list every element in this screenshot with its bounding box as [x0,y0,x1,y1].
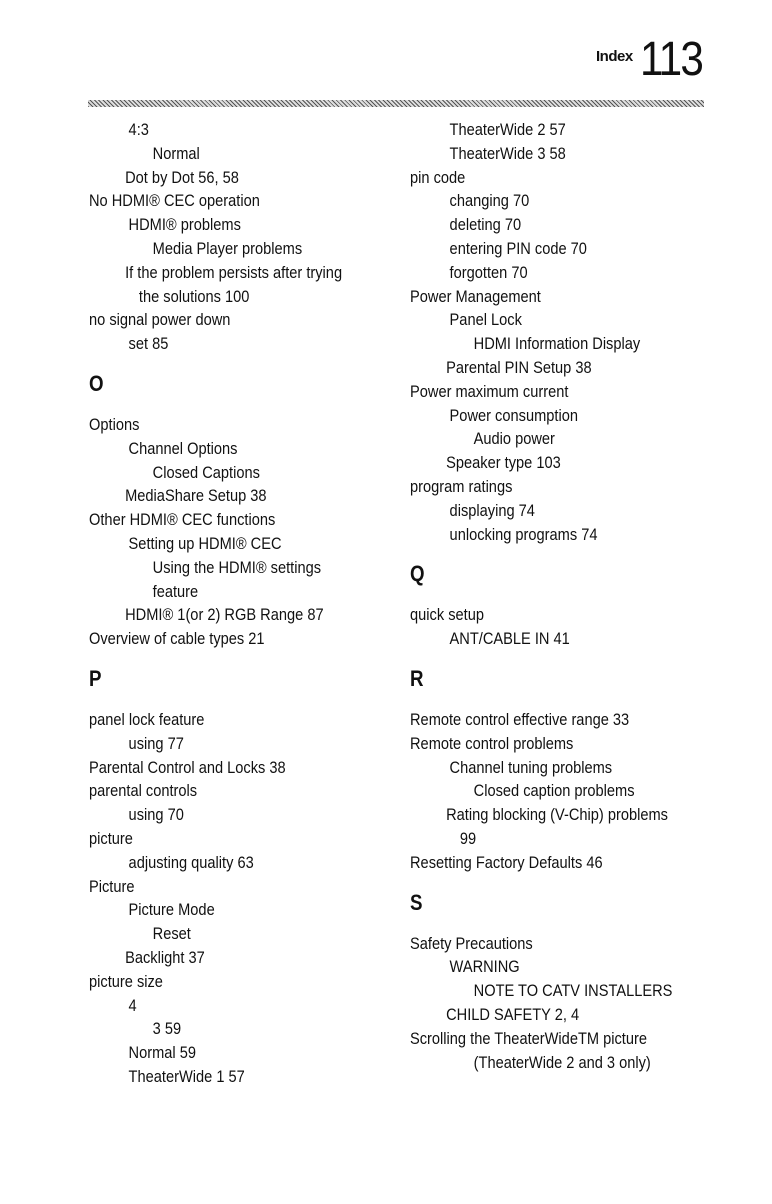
index-entry: feature [152,581,199,601]
index-entry: (TheaterWide 2 and 3 only) [473,1052,651,1072]
index-entry: Backlight 37 [125,947,205,967]
index-entry: pin code [410,167,466,187]
index-entry: Reset [152,924,191,944]
index-entry: Panel Lock [449,310,522,330]
index-column-right [410,118,730,1074]
index-entry: Overview of cable types 21 [89,629,265,649]
index-entry: no signal power down [89,310,231,330]
index-entry: Power Management [410,286,541,306]
index-entry: panel lock feature [89,709,205,729]
index-entry: Scrolling the TheaterWideTM picture [410,1028,647,1048]
index-entry: using 77 [128,733,184,753]
index-entry: WARNING [449,957,520,977]
index-entry: Speaker type 103 [446,453,561,473]
index-entry: Closed caption problems [473,781,635,801]
section-letter: Q [410,561,425,587]
index-entry: ANT/CABLE IN 41 [449,629,570,649]
index-entry: TheaterWide 3 58 [449,143,566,163]
index-entry: Remote control effective range 33 [410,709,630,729]
index-entry: Parental Control and Locks 38 [89,757,286,777]
index-entry: Resetting Factory Defaults 46 [410,852,603,872]
index-entry: Picture Mode [128,900,215,920]
index-entry: Picture [89,876,135,896]
index-entry: HDMI Information Display [473,334,641,354]
index-entry: quick setup [410,605,484,625]
section-letter: R [410,665,424,691]
index-entry: Power consumption [449,405,578,425]
section-letter: S [410,889,423,915]
index-entry: No HDMI® CEC operation [89,191,260,211]
index-entry: Setting up HDMI® CEC [128,533,282,553]
index-entry: Parental PIN Setup 38 [446,357,592,377]
index-entry: Channel tuning problems [449,757,613,777]
index-entry: displaying 74 [449,500,535,520]
index-entry: NOTE TO CATV INSTALLERS [473,981,673,1001]
index-column-left [89,118,409,1089]
index-entry: Channel Options [128,438,238,458]
index-entry: program ratings [410,476,513,496]
index-entry: entering PIN code 70 [449,238,587,258]
index-entry: 4 [128,995,137,1015]
index-entry: Rating blocking (V-Chip) problems [446,805,668,825]
section-letter: O [89,370,104,396]
index-entry: deleting 70 [449,215,522,235]
index-entry: Closed Captions [152,462,260,482]
index-entry: picture size [89,971,163,991]
index-entry: set 85 [128,334,169,354]
index-entry: HDMI® 1(or 2) RGB Range 87 [125,605,324,625]
index-entry: 4:3 [128,120,149,139]
index-entry: MediaShare Setup 38 [125,486,267,506]
index-entry: adjusting quality 63 [128,852,254,872]
index-entry: Normal [152,143,200,163]
index-entry: Safety Precautions [410,933,533,953]
index-entry: Audio power [473,429,555,449]
index-entry: TheaterWide 2 57 [449,120,566,139]
index-entry: 99 [459,828,477,848]
index-entry: Using the HDMI® settings [152,557,322,577]
index-entry: If the problem persists after trying [125,262,343,282]
index-entry: TheaterWide 1 57 [128,1066,245,1086]
index-entry: Dot by Dot 56, 58 [125,167,239,187]
page-number: 113 [640,33,703,86]
index-entry: HDMI® problems [128,215,241,235]
index-entry: unlocking programs 74 [449,524,598,544]
index-entry: forgotten 70 [449,262,528,282]
index-entry: Media Player problems [152,238,303,258]
header-rule [88,100,704,107]
section-letter: P [89,665,102,691]
header-label: Index [596,48,633,65]
index-entry: 3 59 [152,1019,182,1039]
index-entry: changing 70 [449,191,530,211]
index-entry: picture [89,828,133,848]
index-entry: using 70 [128,805,184,825]
index-entry: Remote control problems [410,733,574,753]
index-entry: CHILD SAFETY 2, 4 [446,1004,580,1024]
index-entry: the solutions 100 [138,286,250,306]
index-entry: parental controls [89,781,198,801]
index-entry: Normal 59 [128,1043,197,1063]
index-entry: Options [89,414,140,434]
index-entry: Power maximum current [410,381,569,401]
index-entry: Other HDMI® CEC functions [89,510,276,530]
